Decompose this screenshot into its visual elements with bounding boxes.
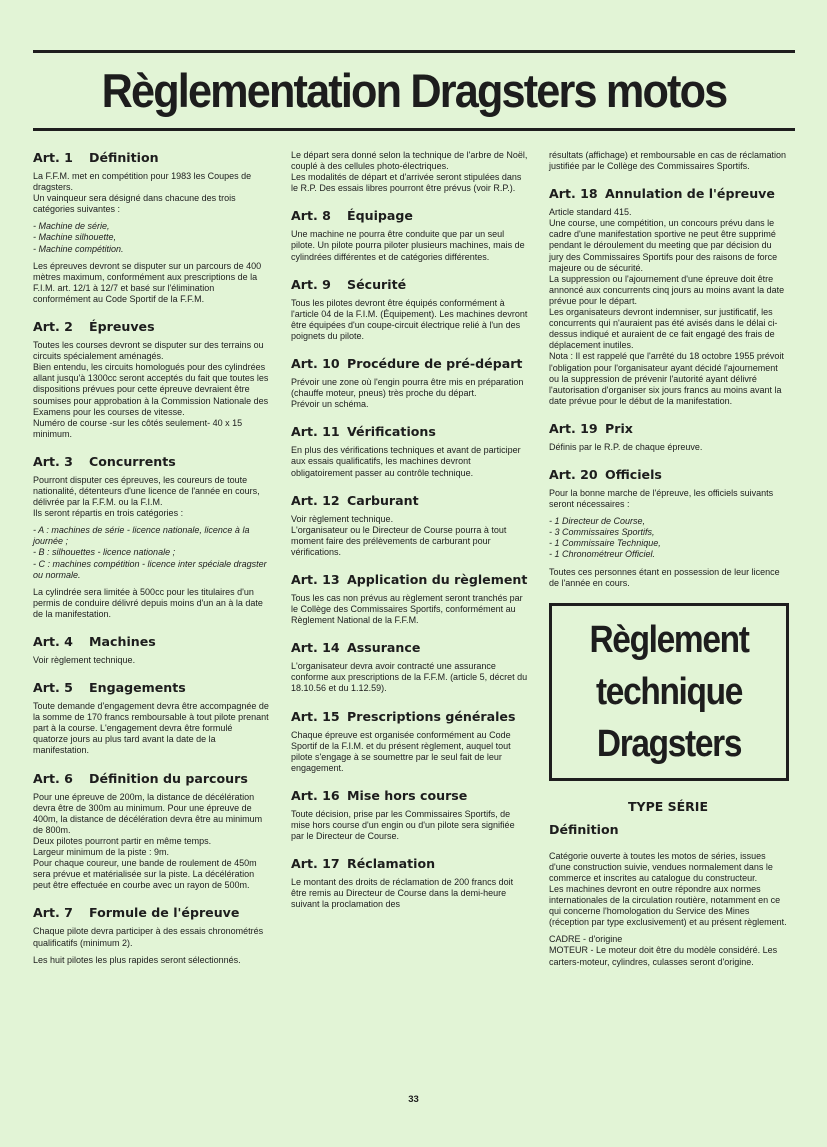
article-paragraph: Toute demande d'engagement devra être accompagnée de la somme de 170 francs remboursable à tout pilote prenant part à la course. L'engagement devra être formulé quatorze jours au plus tard avant la date de la manifestation. [33, 701, 269, 756]
article-number: Art. 3 [33, 453, 73, 469]
technical-regulation-box [549, 603, 789, 781]
article-paragraph: Toutes ces personnes étant en possession de leur licence de l'année en cours. [549, 566, 780, 588]
type-serie-heading: TYPE SÉRIE [628, 798, 708, 814]
article-paragraph: Tous les pilotes devront être équipés conformément à l'article 04 de la F.I.M. (Équipement). Les machines devront être équipées d'un coupe-circuit électrique relié à l'un des poignets du pilote. [291, 297, 528, 341]
article-paragraph: Voir règlement technique. L'organisateur ou le Directeur de Course pourra à tout moment faire des prélèvements de carburant pour vérifications. [291, 513, 507, 557]
article-title: Vérifications [347, 424, 436, 440]
definition-heading: Définition [549, 821, 619, 837]
article-title: Prix [605, 420, 633, 436]
col2-intro-block [291, 150, 529, 194]
article-title: Équipage [347, 208, 413, 224]
article-heading [33, 454, 269, 469]
definition-paragraph: CADRE - d'origine MOTEUR - Le moteur doit être du modèle considéré. Les carters-moteur, cylindres, culasses seront d'origine. [549, 934, 778, 967]
article-paragraph: Prévoir une zone où l'engin pourra être mis en préparation (chauffe moteur, pneus) très proche du départ. Prévoir un schéma. [291, 377, 524, 410]
article-heading [291, 356, 529, 371]
article-number: Art. 17 [291, 856, 340, 872]
article-section [33, 905, 269, 965]
article-title: Définition du parcours [89, 770, 248, 786]
column-1 [33, 150, 269, 980]
article-title: Carburant [347, 492, 419, 508]
article-heading [33, 150, 269, 165]
article-title: Assurance [347, 640, 421, 656]
article-heading [33, 319, 269, 334]
article-number: Art. 10 [291, 356, 340, 372]
title-rule [33, 128, 795, 131]
article-section [291, 572, 529, 626]
article-paragraph: Une machine ne pourra être conduite que par un seul pilote. Un pilote pourra piloter plusieurs machines, mais de cylindrées différentes et de catégories différentes. [291, 229, 525, 262]
col3-intro: résultats (affichage) et remboursable en cas de réclamation justifiée par le Collège des Commissaires Sportifs. [549, 150, 786, 172]
article-section [291, 788, 529, 842]
article-section [33, 454, 269, 620]
column-3 [549, 150, 787, 982]
article-number: Art. 14 [291, 640, 340, 656]
article-title: Engagements [89, 680, 186, 696]
article-paragraph: En plus des vérifications techniques et avant de participer aux essais qualificatifs, les machines devront obligatoirement passer au contrôle technique. [291, 445, 521, 478]
article-heading [549, 421, 787, 436]
article-section [33, 319, 269, 440]
article-paragraph: - 1 Directeur de Course, - 3 Commissaires Sportifs, - 1 Commissaire Technique, - 1 Chronométreur Officiel. [549, 516, 661, 560]
article-number: Art. 1 [33, 150, 73, 165]
article-number: Art. 20 [549, 466, 598, 482]
definition-body [549, 851, 787, 968]
article-paragraph: Chaque pilote devra participer à des essais chronométrés qualificatifs (minimum 2). [33, 926, 264, 948]
article-section [33, 634, 269, 666]
col2-intro: Le départ sera donné selon la technique de l'arbre de Noël, couplé à des cellules photo-électriques. Les modalités de départ et d'arrivée seront stipulées dans le R.P. Des essais libres pourront être prévus (voir R.P.). [291, 150, 528, 194]
article-paragraph: La cylindrée sera limitée à 500cc pour les titulaires d'un permis de conduire délivré depuis moins d'un an à la date de la manifestation. [33, 586, 263, 619]
article-title: Annulation de l'épreuve [605, 186, 775, 202]
column-2-articles [291, 208, 529, 910]
article-paragraph: L'organisateur devra avoir contracté une assurance conforme aux prescriptions de la F.F.M. (article 5, décret du 18.10.56 et du 1.12.59). [291, 661, 528, 694]
article-heading [33, 680, 269, 695]
article-paragraph: Définis par le R.P. de chaque épreuve. [549, 441, 703, 452]
article-title: Machines [89, 634, 156, 649]
article-title: Formule de l'épreuve [89, 905, 240, 921]
article-title: Épreuves [89, 319, 155, 335]
article-heading [291, 493, 529, 508]
article-heading [33, 905, 269, 920]
article-heading [291, 640, 529, 655]
article-section [291, 709, 529, 774]
article-paragraph: Les épreuves devront se disputer sur un parcours de 400 mètres maximum, conformément aux prescriptions de la F.I.M. art. 12/1 à 12/7 et basé sur l'élimination conformément au Code Sportif de la F.F.M. [33, 260, 262, 304]
box-line-3: Dragsters [596, 722, 742, 765]
article-section [549, 421, 787, 453]
article-title: Procédure de pré-départ [347, 356, 523, 372]
article-number: Art. 8 [291, 208, 331, 224]
article-number: Art. 9 [291, 276, 331, 292]
article-heading [291, 788, 529, 803]
article-title: Réclamation [347, 856, 436, 872]
article-heading [291, 572, 529, 587]
article-number: Art. 2 [33, 319, 73, 335]
definition-paragraph: Catégorie ouverte à toutes les motos de séries, issues d'une construction suivie, vendues normalement dans le commerce et inscrites au catalogue du constructeur. Les machines devront en outre répondre aux normes internationales de la circulation routière, notamment en ce qui concerne l'homologation du Service des Mines (réception par type exclusivement) et au présent règlement. [549, 850, 787, 928]
article-number: Art. 18 [549, 186, 598, 202]
column-2 [291, 150, 529, 924]
article-section [291, 424, 529, 478]
article-section [549, 467, 787, 589]
article-number: Art. 6 [33, 770, 73, 786]
article-section [291, 277, 529, 342]
col3-intro-block [549, 150, 787, 172]
article-paragraph: Chaque épreuve est organisée conformément au Code Sportif de la F.I.M. et du présent règlement, auquel tout pilote s'engage à se soumettre par le seul fait de leur engagement. [291, 729, 511, 773]
article-paragraph: Tous les cas non prévus au règlement seront tranchés par le Collège des Commissaires Sportifs, conformément au Règlement National de la F.F.M. [291, 592, 523, 626]
article-paragraph: Toute décision, prise par les Commissaires Sportifs, de mise hors course d'un engin ou d'un pilote sera signifiée par le Directeur de Course. [291, 808, 515, 842]
article-title: Officiels [605, 466, 662, 482]
article-section [291, 640, 529, 694]
article-section [33, 771, 269, 892]
article-heading [291, 208, 529, 223]
article-section [549, 186, 787, 407]
article-number: Art. 15 [291, 708, 340, 724]
article-title: Sécurité [347, 276, 407, 292]
article-heading [549, 467, 787, 482]
column-3-articles [549, 186, 787, 589]
article-heading [291, 856, 529, 871]
article-paragraph: Article standard 415. Une course, une compétition, un concours prévu dans le cadre d'une manifestation sportive ne peut être supprimé pendant le déroulement du meeting que par décision du jury des Commissaires Sportifs pour des raisons de force majeure ou de sécurité. La suppression ou l'ajournement d'une épreuve doit être annoncé aux concurrents cinq jours au moins avant la date prévue pour le départ. Les organisateurs devront indemniser, sur justificatif, les concurrents qui n'auraient pas été avisés dans le délai ci-dessus indiqué et auraient de ce fait engagé des frais de déplacement inutiles. Nota : Il est rappelé que l'arrêté du 18 octobre 1955 prévoit l'obligation pour l'organisateur ayant décidé l'ajournement ou la suppression de prévenir l'autorité ayant délivré l'autorisation d'organiser six jours francs au moins avant la date prévue pour le début de la manifestation. [549, 207, 785, 406]
article-paragraph: - Machine de série, - Machine silhouette, - Machine compétition. [33, 221, 124, 254]
article-number: Art. 19 [549, 420, 598, 436]
article-section [291, 208, 529, 262]
article-number: Art. 16 [291, 787, 340, 803]
article-paragraph: Pour une épreuve de 200m, la distance de décélération devra être de 300m au minimum. Pour une épreuve de 400m, la distance de décélération devra être au minimum de 800m. Deux pilotes pourront partir en même temps. Largeur minimum de la piste : 9m. Pour chaque coureur, une bande de roulement de 450m sera prévue et matérialisée sur la piste. La décélération peut être effectuée en courbe avec un rayon de 500m. [33, 791, 263, 891]
article-title: Concurrents [89, 453, 176, 469]
article-paragraph: - A : machines de série - licence nationale, licence à la journée ; - B : silhouettes - licence nationale ; - C : machines compétition - licence inter spéciale dragster ou normale. [33, 525, 267, 580]
article-title: Mise hors course [347, 787, 468, 803]
article-number: Art. 11 [291, 424, 340, 440]
article-paragraph: La F.F.M. met en compétition pour 1983 les Coupes de dragsters. Un vainqueur sera désigné dans chacune des trois catégories suivantes : [33, 171, 252, 215]
article-number: Art. 7 [33, 905, 73, 921]
top-rule [33, 50, 795, 53]
article-number: Art. 12 [291, 492, 340, 508]
article-section [33, 680, 269, 756]
article-heading [33, 771, 269, 786]
article-number: Art. 5 [33, 680, 73, 696]
article-section [291, 493, 529, 558]
article-title: Prescriptions générales [347, 708, 516, 724]
article-number: Art. 13 [291, 571, 340, 587]
article-heading [33, 634, 269, 649]
page-title: Règlementation Dragsters motos [101, 64, 727, 117]
article-heading [291, 424, 529, 439]
article-paragraph: Pourront disputer ces épreuves, les coureurs de toute nationalité, détenteurs d'une licence de l'année en cours, délivrée par la F.F.M. ou la F.I.M. Ils seront répartis en trois catégories : [33, 474, 260, 519]
article-heading [549, 186, 787, 201]
article-paragraph: Le montant des droits de réclamation de 200 francs doit être remis au Directeur de Course dans la demi-heure suivant la proclamation des [291, 877, 514, 910]
article-paragraph: Pour la bonne marche de l'épreuve, les officiels suivants seront nécessaires : [549, 487, 774, 510]
article-heading [291, 709, 529, 724]
article-section [33, 150, 269, 305]
article-title: Définition [89, 150, 159, 165]
box-line-2: technique [595, 670, 743, 713]
article-paragraph: Toutes les courses devront se disputer sur des terrains ou circuits spécialement aménagés. Bien entendu, les circuits homologués pour des cylindrées allant jusqu'à 1300cc seront acceptés du fait que toutes les dispositions prévues pour cette épreuve devraient être soumises pour approbation à la Commission Nationale des Examens pour les courses de vitesse. Numéro de course -sur les côtés seulement- 40 x 15 minimum. [33, 340, 269, 439]
box-line-1: Règlement [589, 618, 749, 661]
article-number: Art. 4 [33, 634, 73, 649]
article-paragraph: Les huit pilotes les plus rapides seront sélectionnés. [33, 954, 241, 965]
page-number: 33 [408, 1094, 419, 1105]
article-title: Application du règlement [347, 571, 528, 587]
article-paragraph: Voir règlement technique. [33, 655, 136, 665]
article-heading [291, 277, 529, 292]
article-section [291, 856, 529, 910]
article-section [291, 356, 529, 410]
